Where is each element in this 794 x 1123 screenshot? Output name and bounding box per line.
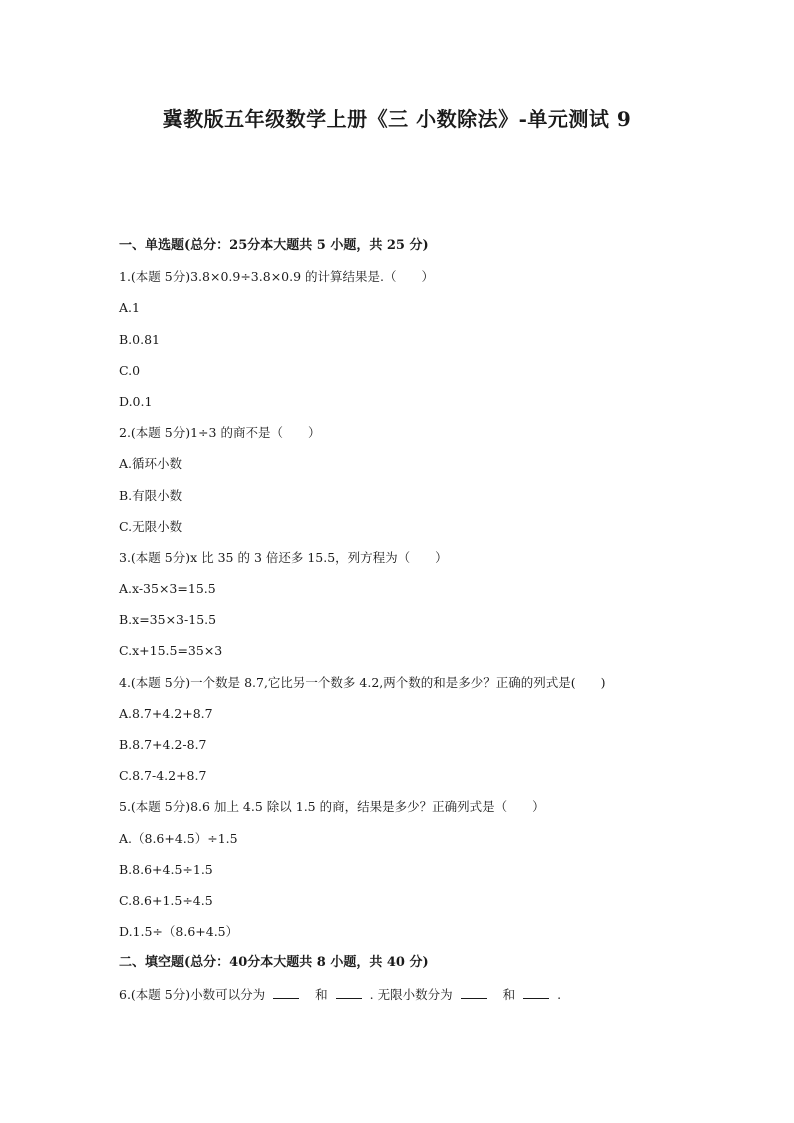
page-title: 冀教版五年级数学上册《三 小数除法》-单元测试 9 xyxy=(162,107,632,131)
question-4-option-b: B.8.7+4.2-8.7 xyxy=(119,737,207,752)
question-5-option-a: A.（8.6+4.5）÷1.5 xyxy=(119,830,238,846)
answer-blank-2[interactable] xyxy=(336,986,362,999)
question-3-option-b: B.x=35×3-15.5 xyxy=(119,612,217,628)
test-content xyxy=(119,236,719,1016)
question-1-option-b: B.0.81 xyxy=(119,331,160,347)
question-6-prefix: 6.(本题 5分)小数可以分为 xyxy=(119,986,266,1002)
question-4-option-c: C.8.7-4.2+8.7 xyxy=(119,768,207,784)
question-2-option-c: C.无限小数 xyxy=(119,518,183,534)
question-3-option-a: A.x-35×3=15.5 xyxy=(119,581,216,597)
question-2-stem: 2.(本题 5分)1÷3 的商不是（ ） xyxy=(119,425,321,441)
question-6-end: . xyxy=(557,986,562,1002)
answer-blank-1[interactable] xyxy=(273,986,299,999)
question-4-stem: 4.(本题 5分)一个数是 8.7,它比另一个数多 4.2,两个数的和是多少？正确的列式是( ) xyxy=(119,674,606,690)
question-6-and-2: 和 xyxy=(502,986,516,1002)
question-6-and-1: 和 xyxy=(315,986,328,1002)
question-4-option-a: A.8.7+4.2+8.7 xyxy=(119,705,213,721)
question-3-stem: 3.(本题 5分)x 比 35 的 3 倍还多 15.5，列方程为（ ） xyxy=(119,549,448,565)
question-2-option-a: A.循环小数 xyxy=(119,456,183,472)
question-6-mid: . 无限小数分为 xyxy=(369,986,453,1002)
question-1-option-a: A.1 xyxy=(119,300,140,316)
question-5-option-b: B.8.6+4.5÷1.5 xyxy=(119,861,213,877)
question-1-stem: 1.(本题 5分)3.8×0.9÷3.8×0.9 的计算结果是.（ ） xyxy=(119,269,434,285)
question-5-stem: 5.(本题 5分)8.6 加上 4.5 除以 1.5 的商，结果是多少？正确列式是（ ） xyxy=(119,799,545,815)
answer-blank-3[interactable] xyxy=(461,986,487,999)
question-5-option-c: C.8.6+1.5÷4.5 xyxy=(119,892,213,908)
question-3-option-c: C.x+15.5=35×3 xyxy=(119,643,223,659)
question-6-stem xyxy=(119,985,719,1016)
question-1-option-d: D.0.1 xyxy=(119,393,153,409)
question-1-option-c: C.0 xyxy=(119,362,141,378)
question-2-option-b: B.有限小数 xyxy=(119,487,183,503)
section-heading-fill-in: 二、填空题(总分：40分本大题共 8 小题，共 40 分) xyxy=(119,955,429,971)
section-heading-single-choice: 一、单选题(总分：25分本大题共 5 小题，共 25 分) xyxy=(119,238,429,253)
answer-blank-4[interactable] xyxy=(523,986,549,999)
question-5-option-d: D.1.5÷（8.6+4.5） xyxy=(119,924,239,940)
